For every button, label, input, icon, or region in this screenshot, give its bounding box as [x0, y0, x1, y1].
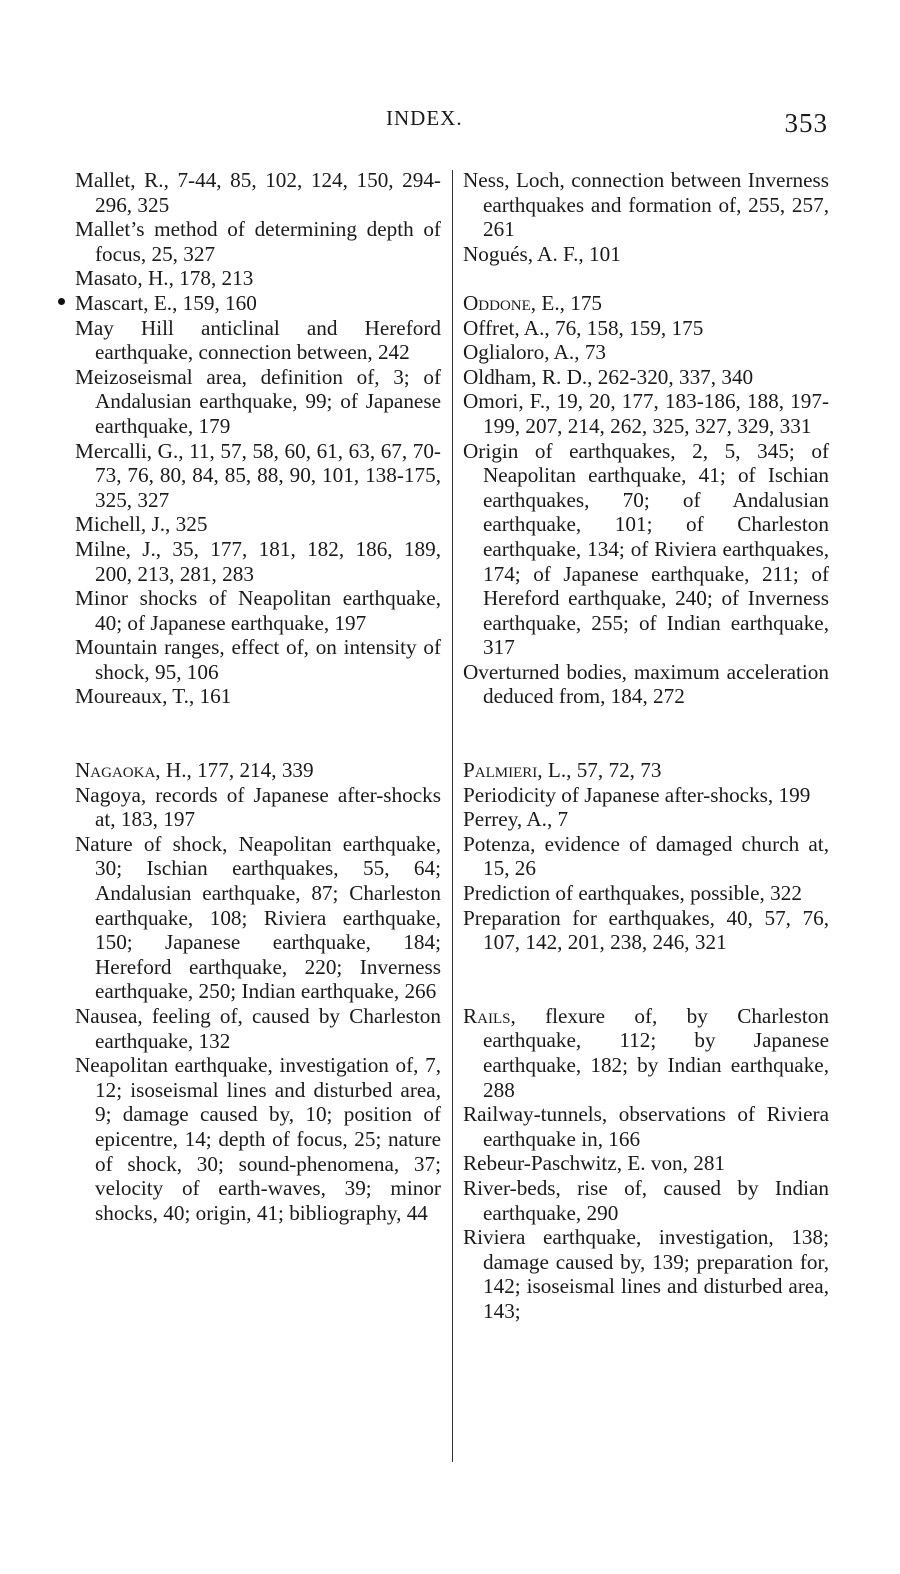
letter-section-gap: [463, 266, 829, 291]
section-lead-caps: Palmieri: [463, 758, 538, 783]
running-head-title: INDEX.: [386, 106, 463, 130]
index-entry-section-lead: [463, 1004, 829, 1102]
ink-blot-mark: [58, 298, 65, 305]
index-entry: Potenza, evidence of damaged church at, 15, 26: [463, 831, 829, 881]
section-lead-caps: Rails: [463, 1003, 511, 1028]
index-entry: Oglialoro, A., 73: [463, 340, 607, 365]
section-lead-caps: Oddone: [463, 290, 531, 315]
index-entry: Milne, J., 35, 177, 181, 182, 186, 189, 200, 213, 281, 283: [75, 536, 441, 586]
index-entry: Moureaux, T., 161: [75, 684, 232, 709]
section-lead-rest: , L., 57, 72, 73: [537, 758, 662, 783]
page-number: 353: [784, 108, 828, 138]
index-entry: Neapolitan earthquake, investigation of, 7, 12; isoseismal lines and disturbed area, 9; damage caused by, 10; position of epicentre, 14; depth of focus, 25; nature of shock, 30; sound-phenomena, 37; velocity of earth-waves, 39; minor shocks, 40; origin, 41; bibliography, 44: [75, 1053, 441, 1225]
index-entry: Prediction of earthquakes, possible, 322: [463, 881, 802, 906]
section-lead-caps: Nagaoka: [75, 758, 156, 783]
index-entry: May Hill anticlinal and Hereford earthquake, connection between, 242: [75, 315, 441, 365]
index-entry: Offret, A., 76, 158, 159, 175: [463, 315, 704, 340]
index-entry: Nature of shock, Neapolitan earthquake, 30; Ischian earthquakes, 55, 64; Andalusian earthquake, 87; Charleston earthquake, 108; Riviera earthquake, 150; Japanese earthquake, 184; Hereford earthquake, 220; Inverness earthquake, 250; Indian earthquake, 266: [75, 831, 441, 1004]
letter-section-gap: [75, 709, 441, 758]
index-entry: Meizoseismal area, definition of, 3; of Andalusian earthquake, 99; of Japanese earthquake, 179: [75, 364, 441, 438]
index-entry: Oldham, R. D., 262-320, 337, 340: [463, 364, 754, 389]
index-entry-section-lead: [75, 758, 441, 783]
index-entry-section-lead: [463, 758, 829, 783]
index-entry: Periodicity of Japanese after-shocks, 199: [463, 782, 811, 807]
letter-section-gap: [463, 955, 829, 1004]
index-entry: Railway-tunnels, observations of Riviera earthquake in, 166: [463, 1102, 829, 1151]
index-column-left: [75, 168, 441, 1225]
section-lead-rest: , E., 175: [530, 290, 603, 315]
index-entry: Minor shocks of Neapolitan earthquake, 40; of Japanese earthquake, 197: [75, 586, 441, 635]
index-entry: Nausea, feeling of, caused by Charleston earthquake, 132: [75, 1004, 441, 1053]
index-entry: Nogués, A. F., 101: [463, 241, 621, 266]
index-entry: Origin of earthquakes, 2, 5, 345; of Neapolitan earthquake, 41; of Ischian earthquakes, 70; of Andalusian earthquake, 101; of Charleston earthquake, 134; of Riviera earthquakes, 174; of Japanese earthquake, 211; of Hereford earthquake, 240; of Inverness earthquake, 255; of Indian earthquake, 317: [463, 438, 829, 660]
index-entry: Masato, H., 178, 213: [75, 266, 254, 291]
index-entry: Overturned bodies, maximum acceleration deduced from, 184, 272: [463, 659, 829, 709]
index-entry: Perrey, A., 7: [463, 807, 569, 832]
index-entry: River-beds, rise of, caused by Indian earthquake, 290: [463, 1175, 829, 1225]
index-entry: Mascart, E., 159, 160: [75, 290, 257, 315]
index-entry: Michell, J., 325: [75, 512, 208, 537]
index-entry: Nagoya, records of Japanese after-shocks at, 183, 197: [75, 782, 441, 832]
index-entry: Mallet, R., 7-44, 85, 102, 124, 150, 294-296, 325: [75, 168, 441, 217]
index-entry: Riviera earthquake, investigation, 138; damage caused by, 139; preparation for, 142; isoseismal lines and disturbed area, 143;: [463, 1225, 829, 1323]
section-lead-rest: , flexure of, by Charleston earthquake, 112; by Japanese earthquake, 182; by Indian earthquake, 288: [483, 1003, 829, 1102]
letter-section-gap: [463, 709, 829, 758]
section-lead-rest: , H., 177, 214, 339: [155, 758, 314, 783]
running-head: [0, 106, 900, 142]
index-entry: Mountain ranges, effect of, on intensity of shock, 95, 106: [75, 635, 441, 684]
index-column-right: [463, 168, 829, 1324]
index-entry-section-lead: [463, 291, 829, 316]
index-entry: Omori, F., 19, 20, 177, 183-186, 188, 197-199, 207, 214, 262, 325, 327, 329, 331: [463, 389, 829, 438]
column-divider: [452, 170, 453, 1462]
index-entry: Mallet’s method of determining depth of focus, 25, 327: [75, 217, 441, 266]
index-entry: Ness, Loch, connection between Inverness earthquakes and formation of, 255, 257, 261: [463, 168, 829, 242]
index-entry: Preparation for earthquakes, 40, 57, 76, 107, 142, 201, 238, 246, 321: [463, 905, 829, 955]
index-entry: Rebeur-Paschwitz, E. von, 281: [463, 1151, 726, 1176]
index-entry: Mercalli, G., 11, 57, 58, 60, 61, 63, 67, 70-73, 76, 80, 84, 85, 88, 90, 101, 138-175, 325, 327: [75, 438, 441, 512]
